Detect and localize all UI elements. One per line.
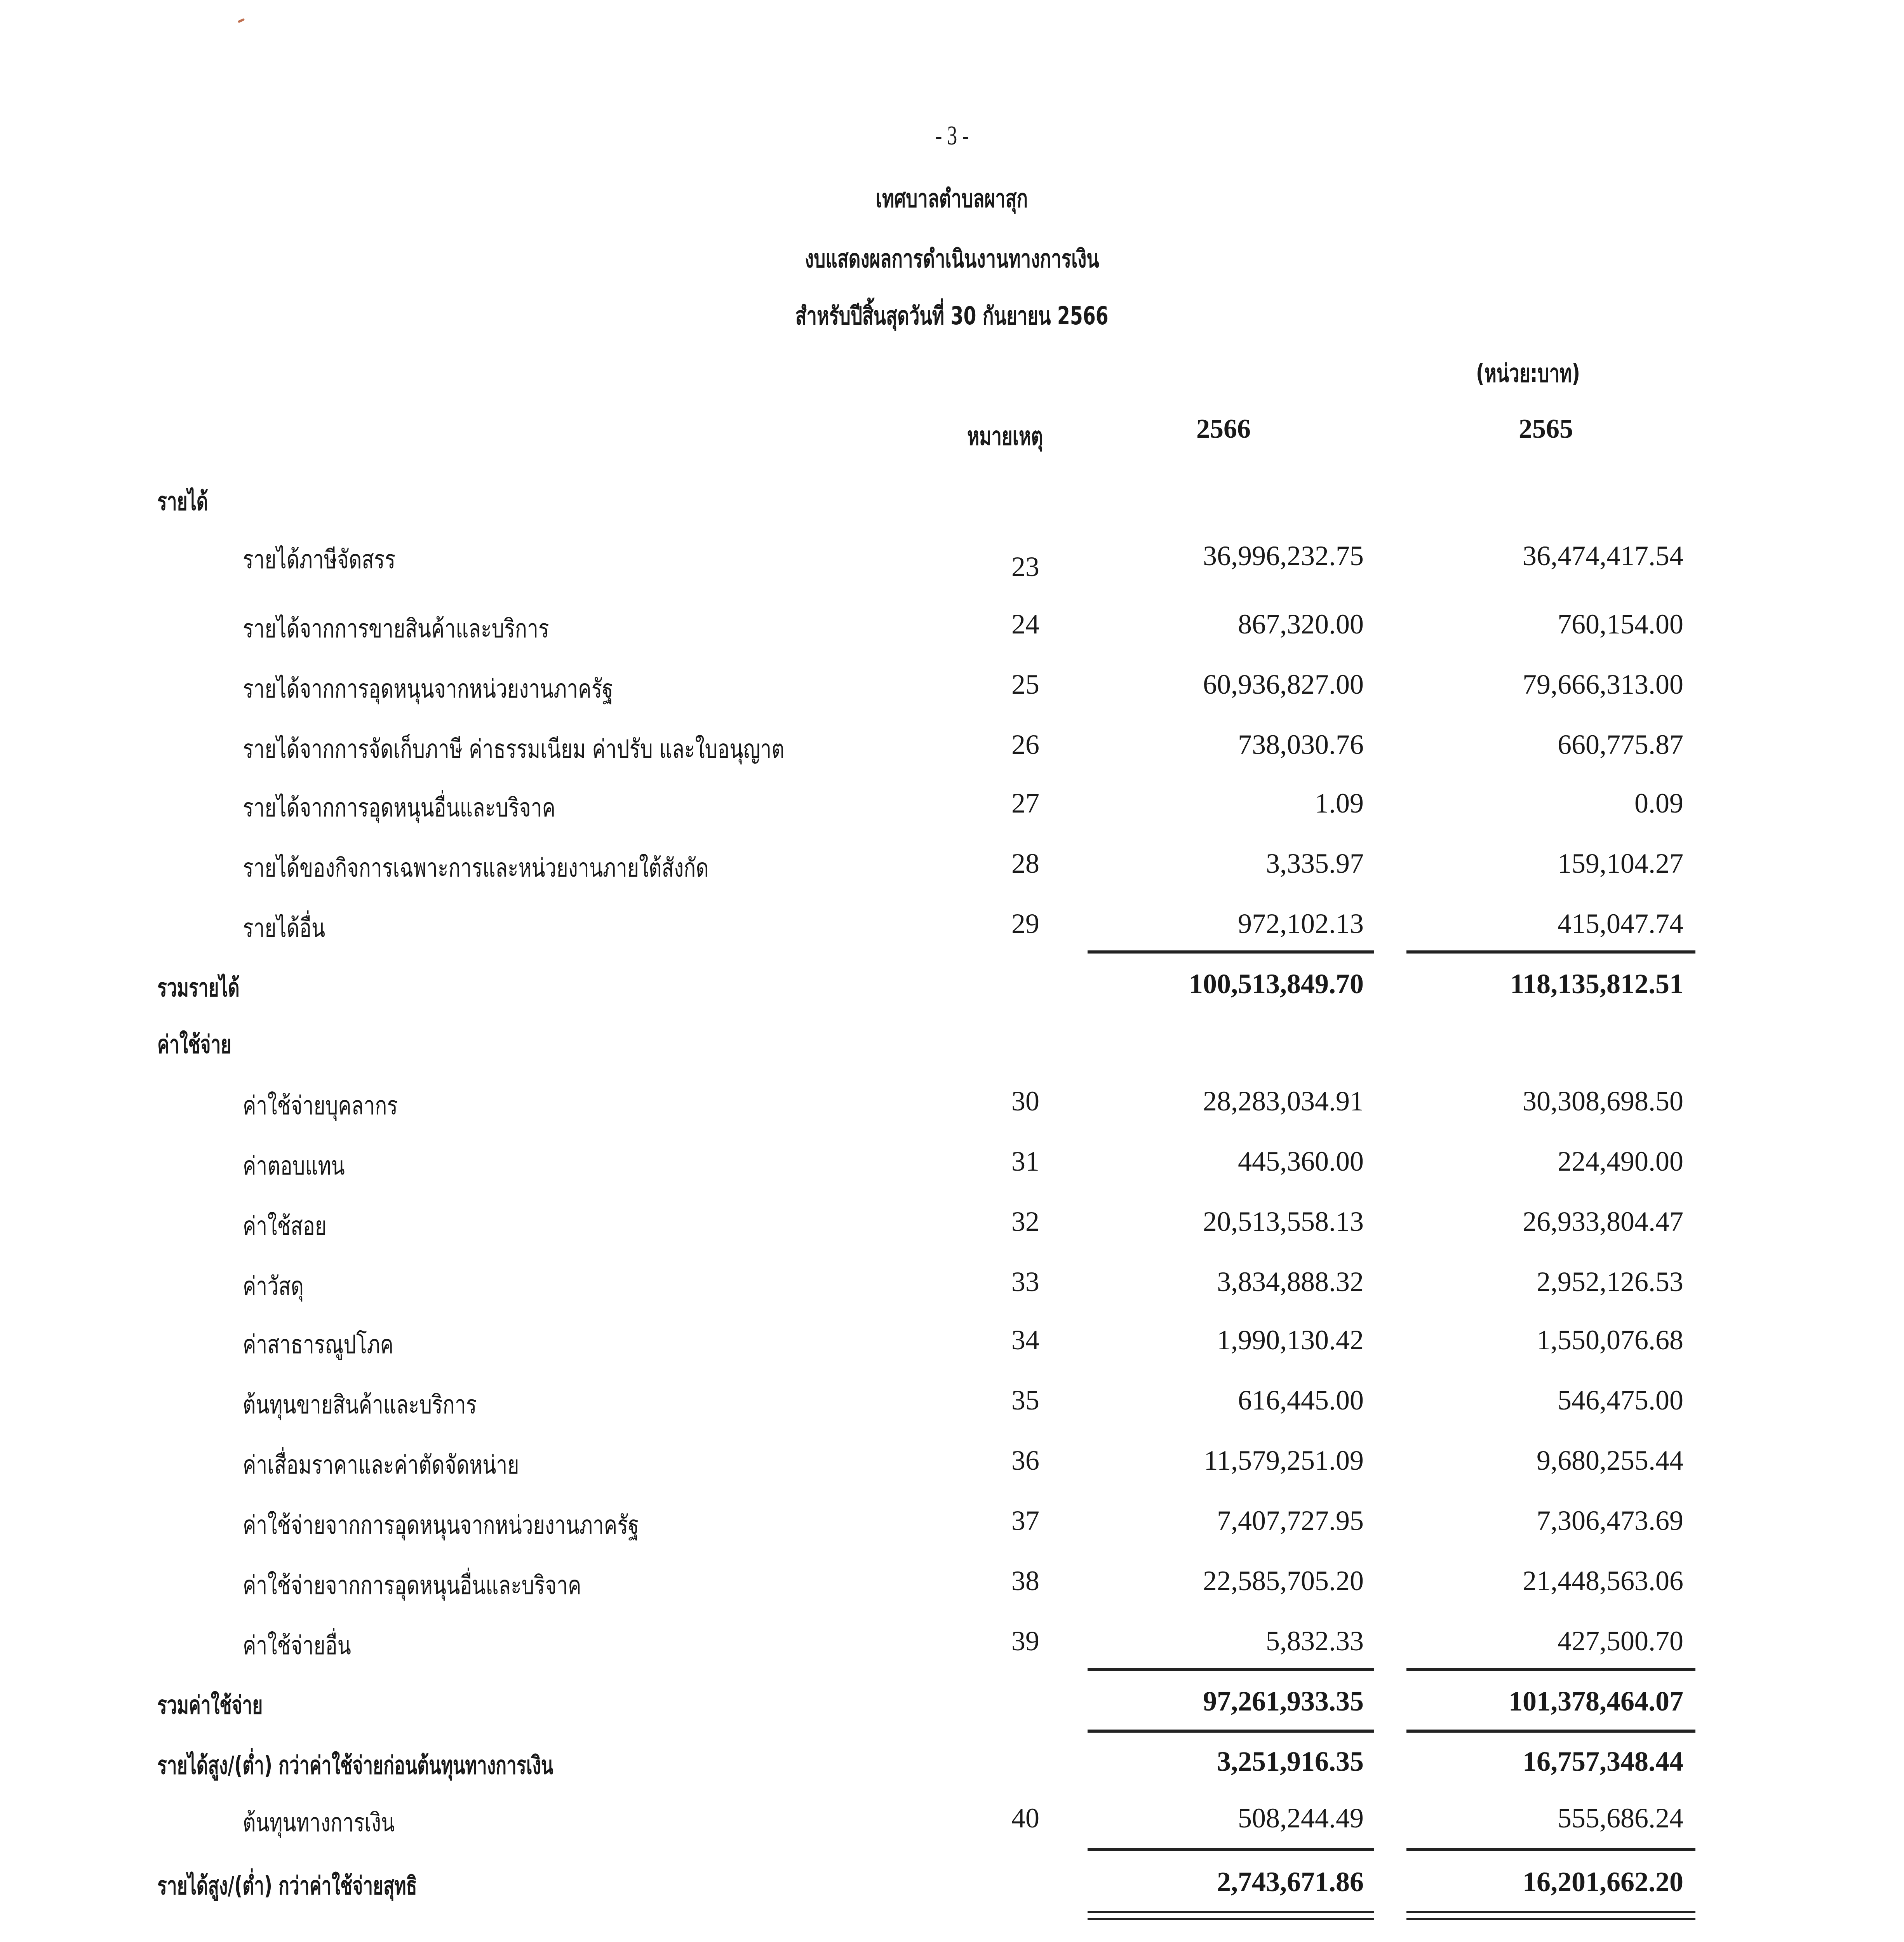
row-note: 37 <box>1011 1505 1039 1536</box>
unit-label: (หน่วย:บาท) <box>1476 359 1580 388</box>
row-value-2566: 11,579,251.09 <box>1204 1445 1364 1476</box>
subtotal-rule-2565 <box>1406 1848 1695 1851</box>
column-header-2565: 2565 <box>1519 414 1573 444</box>
period-title-text: สำหรับปีสิ้นสุดวันที่ 30 กันยายน 2566 <box>795 302 1109 331</box>
finance-cost-label: ต้นทุนทางการเงิน <box>243 1808 395 1838</box>
row-value-2565: 7,306,473.69 <box>1537 1505 1683 1536</box>
row-value-2566: 1,990,130.42 <box>1217 1324 1364 1356</box>
row-value-2566: 28,283,034.91 <box>1203 1086 1364 1117</box>
column-header-note: หมายเหตุ <box>967 422 1043 451</box>
row-note: 23 <box>1011 551 1039 582</box>
row-note: 35 <box>1011 1385 1039 1416</box>
row-note: 38 <box>1011 1565 1039 1596</box>
page-number <box>0 120 1904 151</box>
row-note: 29 <box>1011 908 1039 939</box>
row-value-2565: 26,933,804.47 <box>1523 1206 1683 1237</box>
subtotal-rule-2565 <box>1406 1668 1695 1671</box>
row-note: 30 <box>1011 1086 1039 1117</box>
row-note: 36 <box>1011 1445 1039 1476</box>
row-label: ค่าตอบแทน <box>243 1151 345 1181</box>
revenue-total-2565: 118,135,812.51 <box>1510 968 1683 999</box>
row-value-2566: 972,102.13 <box>1238 908 1364 939</box>
double-rule-top-2565 <box>1406 1911 1695 1913</box>
org-title <box>0 179 1904 218</box>
double-rule-bottom-2566 <box>1088 1918 1374 1920</box>
revenue-heading: รายได้ <box>157 487 208 516</box>
row-note: 24 <box>1011 609 1039 640</box>
row-value-2565: 415,047.74 <box>1558 908 1683 939</box>
subtotal-rule-2565 <box>1406 950 1695 954</box>
row-note: 33 <box>1011 1266 1039 1297</box>
row-note: 27 <box>1011 788 1039 819</box>
double-rule-top-2566 <box>1088 1911 1374 1913</box>
row-note: 25 <box>1011 669 1039 700</box>
row-value-2565: 30,308,698.50 <box>1523 1086 1683 1117</box>
row-value-2565: 224,490.00 <box>1558 1146 1683 1177</box>
subtotal-rule-2566 <box>1088 1848 1374 1851</box>
row-value-2566: 867,320.00 <box>1238 609 1364 640</box>
row-value-2565: 427,500.70 <box>1558 1625 1683 1657</box>
revenue-total-2566: 100,513,849.70 <box>1189 968 1364 999</box>
row-value-2565: 0.09 <box>1634 788 1683 819</box>
row-label: ค่าใช้จ่ายจากการอุดหนุนอื่นและบริจาค <box>243 1570 581 1600</box>
row-label: ค่าเสื่อมราคาและค่าตัดจัดหน่าย <box>243 1450 519 1480</box>
surplus-before-finance-label: รายได้สูง/(ต่ำ) กว่าค่าใช้จ่ายก่อนต้นทุนทางการเงิน <box>157 1751 553 1780</box>
row-note: 34 <box>1011 1324 1039 1356</box>
row-value-2565: 159,104.27 <box>1558 848 1683 879</box>
statement-title <box>0 239 1904 278</box>
surplus-before-finance-2565: 16,757,348.44 <box>1523 1746 1683 1777</box>
row-value-2566: 60,936,827.00 <box>1203 669 1364 700</box>
double-rule-bottom-2565 <box>1406 1918 1695 1920</box>
row-label: ค่าวัสดุ <box>243 1271 304 1301</box>
expenses-total-label: รวมค่าใช้จ่าย <box>157 1691 263 1720</box>
surplus-before-finance-2566: 3,251,916.35 <box>1217 1746 1364 1777</box>
scan-mark <box>238 18 245 23</box>
row-label: รายได้ภาษีจัดสรร <box>243 545 396 574</box>
row-value-2566: 7,407,727.95 <box>1217 1505 1364 1536</box>
row-note: 26 <box>1011 729 1039 760</box>
total-rule-2565 <box>1406 1730 1695 1733</box>
row-label: ค่าใช้จ่ายอื่น <box>243 1631 351 1660</box>
row-label: ค่าใช้สอย <box>243 1211 327 1241</box>
row-value-2566: 20,513,558.13 <box>1203 1206 1364 1237</box>
row-label: ค่าใช้จ่ายบุคลากร <box>243 1091 398 1121</box>
row-note: 32 <box>1011 1206 1039 1237</box>
row-label: ค่าใช้จ่ายจากการอุดหนุนจากหน่วยงานภาครัฐ <box>243 1510 639 1540</box>
expenses-total-2565: 101,378,464.07 <box>1509 1686 1683 1717</box>
row-note: 39 <box>1011 1625 1039 1657</box>
row-value-2566: 1.09 <box>1315 788 1364 819</box>
total-rule-2566 <box>1088 1730 1374 1733</box>
revenue-total-label: รวมรายได้ <box>157 974 240 1002</box>
statement-title-text: งบแสดงผลการดำเนินงานทางการเงิน <box>805 245 1099 273</box>
row-label: รายได้จากการอุดหนุนจากหน่วยงานภาครัฐ <box>243 674 613 704</box>
finance-cost-2565: 555,686.24 <box>1558 1803 1683 1834</box>
finance-cost-note: 40 <box>1011 1803 1039 1834</box>
row-value-2565: 9,680,255.44 <box>1537 1445 1683 1476</box>
expenses-heading: ค่าใช้จ่าย <box>157 1030 231 1059</box>
row-label: รายได้จากการอุดหนุนอื่นและบริจาค <box>243 793 556 823</box>
subtotal-rule-2566 <box>1088 950 1374 954</box>
row-label: รายได้อื่น <box>243 913 325 943</box>
row-value-2565: 79,666,313.00 <box>1523 669 1683 700</box>
net-surplus-label: รายได้สูง/(ต่ำ) กว่าค่าใช้จ่ายสุทธิ <box>157 1872 417 1900</box>
row-label: รายได้จากการจัดเก็บภาษี ค่าธรรมเนียม ค่าปรับ และใบอนุญาต <box>243 734 785 764</box>
row-value-2565: 660,775.87 <box>1558 729 1683 760</box>
period-title <box>0 296 1904 336</box>
row-value-2566: 5,832.33 <box>1266 1625 1364 1657</box>
subtotal-rule-2566 <box>1088 1668 1374 1671</box>
row-label: ค่าสาธารณูปโภค <box>243 1329 394 1359</box>
row-value-2566: 36,996,232.75 <box>1203 540 1364 571</box>
row-label: รายได้จากการขายสินค้าและบริการ <box>243 614 549 644</box>
row-value-2565: 760,154.00 <box>1558 609 1683 640</box>
row-value-2565: 546,475.00 <box>1558 1385 1683 1416</box>
net-surplus-2566: 2,743,671.86 <box>1217 1866 1364 1897</box>
org-title-text: เทศบาลตำบลผาสุก <box>876 184 1028 213</box>
row-value-2566: 738,030.76 <box>1238 729 1364 760</box>
row-label: ต้นทุนขายสินค้าและบริการ <box>243 1390 477 1420</box>
column-header-2566: 2566 <box>1196 414 1251 444</box>
page-number-text: - 3 - <box>935 121 969 151</box>
row-value-2565: 1,550,076.68 <box>1537 1324 1683 1356</box>
row-value-2565: 2,952,126.53 <box>1537 1266 1683 1297</box>
row-value-2566: 22,585,705.20 <box>1203 1565 1364 1596</box>
row-note: 28 <box>1011 848 1039 879</box>
finance-cost-2566: 508,244.49 <box>1238 1803 1364 1834</box>
row-label: รายได้ของกิจการเฉพาะการและหน่วยงานภายใต้สังกัด <box>243 853 709 883</box>
row-value-2565: 36,474,417.54 <box>1523 540 1683 571</box>
net-surplus-2565: 16,201,662.20 <box>1523 1866 1683 1897</box>
expenses-total-2566: 97,261,933.35 <box>1203 1686 1364 1717</box>
row-note: 31 <box>1011 1146 1039 1177</box>
row-value-2566: 616,445.00 <box>1238 1385 1364 1416</box>
row-value-2566: 445,360.00 <box>1238 1146 1364 1177</box>
row-value-2566: 3,834,888.32 <box>1217 1266 1364 1297</box>
row-value-2566: 3,335.97 <box>1266 848 1364 879</box>
row-value-2565: 21,448,563.06 <box>1523 1565 1683 1596</box>
